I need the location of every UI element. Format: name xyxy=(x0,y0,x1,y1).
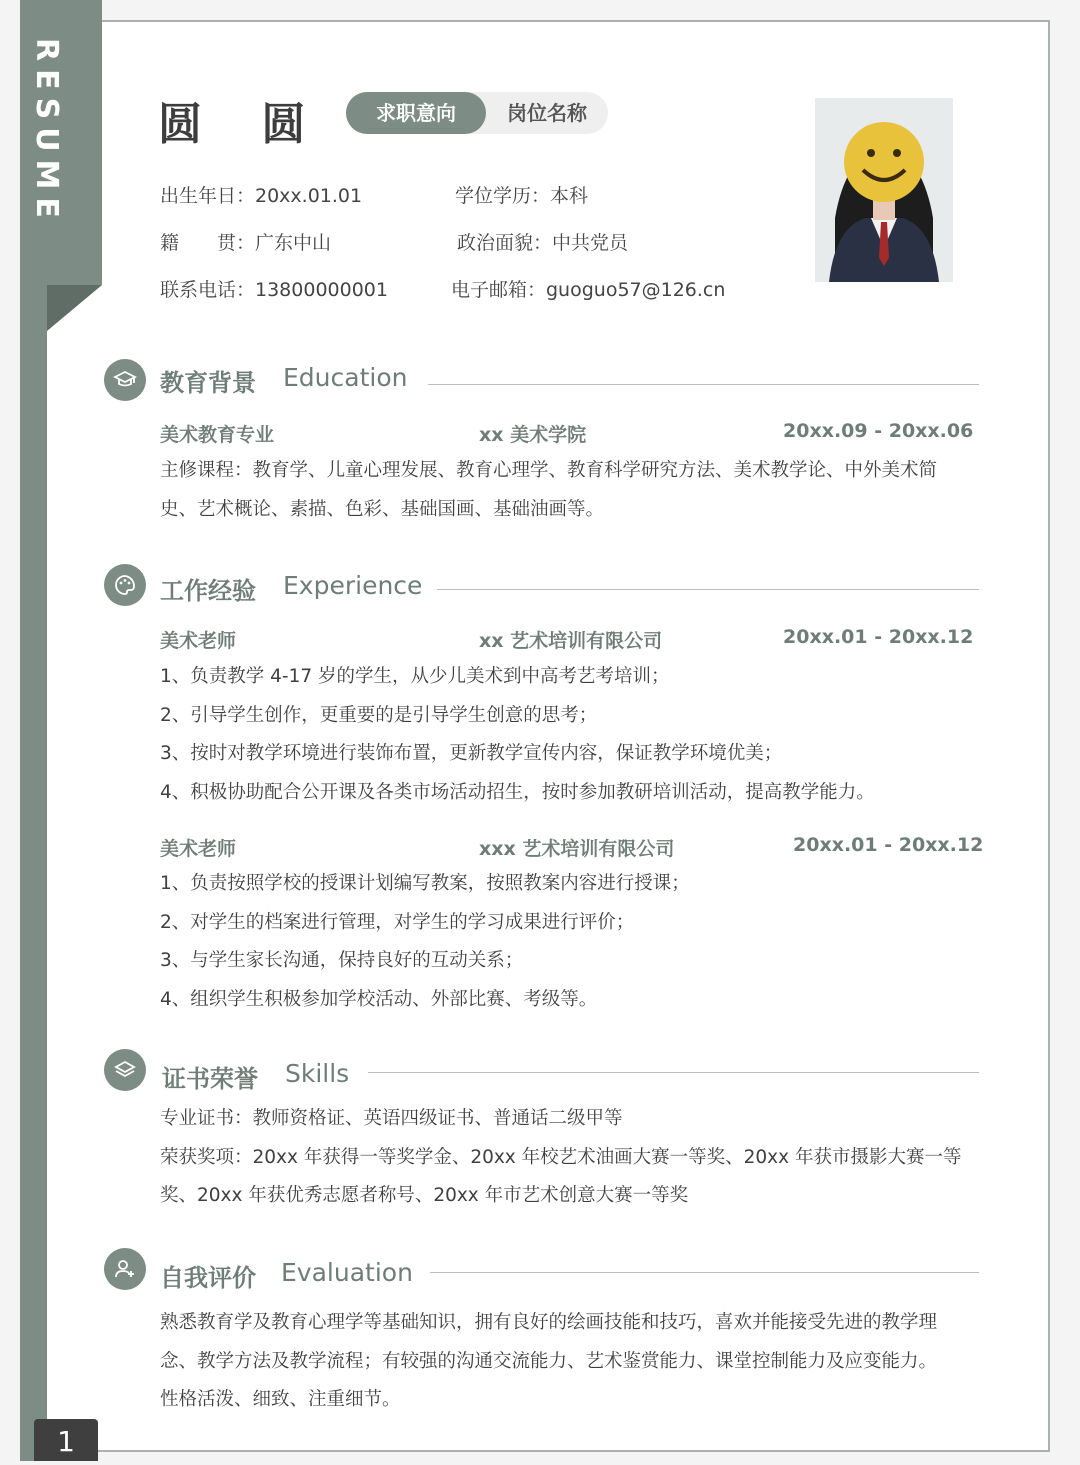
education-major: 美术教育专业 xyxy=(160,424,275,446)
job-period: 20xx.01 - 20xx.12 xyxy=(783,626,974,648)
section-en-experience: Experience xyxy=(283,571,423,600)
job-intent-pill xyxy=(346,92,608,134)
resume-vertical-label: RESUME xyxy=(29,38,64,226)
job-company: xx 艺术培训有限公司 xyxy=(479,630,663,652)
graduation-cap-icon xyxy=(104,359,146,401)
layers-icon xyxy=(104,1049,146,1091)
profile-photo xyxy=(815,98,953,282)
evaluation-line: 熟悉教育学及教育心理学等基础知识，拥有良好的绘画技能和技巧，喜欢并能接受先进的教学理 xyxy=(160,1312,938,1333)
palette-icon xyxy=(104,564,146,606)
job-period: 20xx.01 - 20xx.12 xyxy=(793,834,984,856)
info-politics: 政治面貌：中共党员 xyxy=(457,232,629,254)
job-role: 美术老师 xyxy=(160,630,237,652)
duty-line: 1、负责按照学校的授课计划编写教案，按照教案内容进行授课； xyxy=(160,873,690,894)
info-degree: 学位学历：本科 xyxy=(455,185,589,207)
evaluation-line: 性格活泼、细致、注重细节。 xyxy=(160,1389,401,1410)
job-role: 美术老师 xyxy=(160,838,237,860)
section-en-education: Education xyxy=(283,363,408,392)
skills-line: 专业证书：教师资格证、英语四级证书、普通话二级甲等 xyxy=(160,1108,623,1129)
section-title-skills: 证书荣誉 xyxy=(162,1065,258,1093)
skills-line: 荣获奖项：20xx 年获得一等奖学金、20xx 年校艺术油画大赛一等奖、20xx 年获市摄影大赛一等 xyxy=(160,1146,962,1168)
job-intent-label: 求职意向 xyxy=(346,92,486,134)
section-title-education: 教育背景 xyxy=(160,369,256,397)
section-en-evaluation: Evaluation xyxy=(281,1258,413,1287)
section-en-skills: Skills xyxy=(285,1059,350,1088)
evaluation-line: 念、教学方法及教学流程；有较强的沟通交流能力、艺术鉴赏能力、课堂控制能力及应变能力。 xyxy=(160,1350,938,1372)
duty-line: 1、负责教学 4-17 岁的学生，从少儿美术到中高考艺考培训； xyxy=(160,666,670,687)
job-duties xyxy=(160,658,875,812)
text-line: 主修课程：教育学、儿童心理发展、教育心理学、教育科学研究方法、美术教学论、中外美术简 xyxy=(160,460,938,481)
section-divider xyxy=(368,1072,979,1073)
text-line: 史、艺术概论、素描、色彩、基础国画、基础油画等。 xyxy=(160,498,605,520)
info-phone: 联系电话：13800000001 xyxy=(160,279,388,301)
duty-line: 3、与学生家长沟通，保持良好的互动关系； xyxy=(160,950,524,971)
section-divider xyxy=(437,589,979,590)
section-divider xyxy=(430,1272,979,1273)
user-add-icon xyxy=(104,1248,146,1290)
duty-line: 2、对学生的档案进行管理，对学生的学习成果进行评价； xyxy=(160,911,635,933)
job-company: xxx 艺术培训有限公司 xyxy=(479,838,675,860)
education-school: xx 美术学院 xyxy=(479,424,587,446)
job-duties xyxy=(160,865,690,1019)
info-email: 电子邮箱：guoguo57@126.cn xyxy=(451,279,726,301)
duty-line: 2、引导学生创作，更重要的是引导学生创意的思考； xyxy=(160,704,598,726)
info-origin: 籍 贯：广东中山 xyxy=(160,232,332,254)
education-courses xyxy=(160,452,937,529)
skills-line: 奖、20xx 年获优秀志愿者称号、20xx 年市艺术创意大赛一等奖 xyxy=(160,1185,689,1206)
side-strip xyxy=(20,285,47,1461)
section-title-experience: 工作经验 xyxy=(160,577,256,605)
page-number: 1 xyxy=(34,1419,98,1461)
education-period: 20xx.09 - 20xx.06 xyxy=(783,420,974,442)
section-title-evaluation: 自我评价 xyxy=(160,1264,256,1292)
candidate-name: 圆 圆 xyxy=(158,99,328,150)
side-fold xyxy=(47,285,102,331)
duty-line: 4、组织学生积极参加学校活动、外部比赛、考级等。 xyxy=(160,988,598,1010)
job-intent-value: 岗位名称 xyxy=(507,101,587,125)
skills-text xyxy=(160,1100,961,1216)
duty-line: 4、积极协助配合公开课及各类市场活动招生，按时参加教研培训活动，提高教学能力。 xyxy=(160,781,875,803)
evaluation-text xyxy=(160,1304,937,1420)
info-birth: 出生年日：20xx.01.01 xyxy=(160,185,363,207)
duty-line: 3、按时对教学环境进行装饰布置，更新教学宣传内容，保证教学环境优美； xyxy=(160,743,783,764)
section-divider xyxy=(428,384,979,385)
